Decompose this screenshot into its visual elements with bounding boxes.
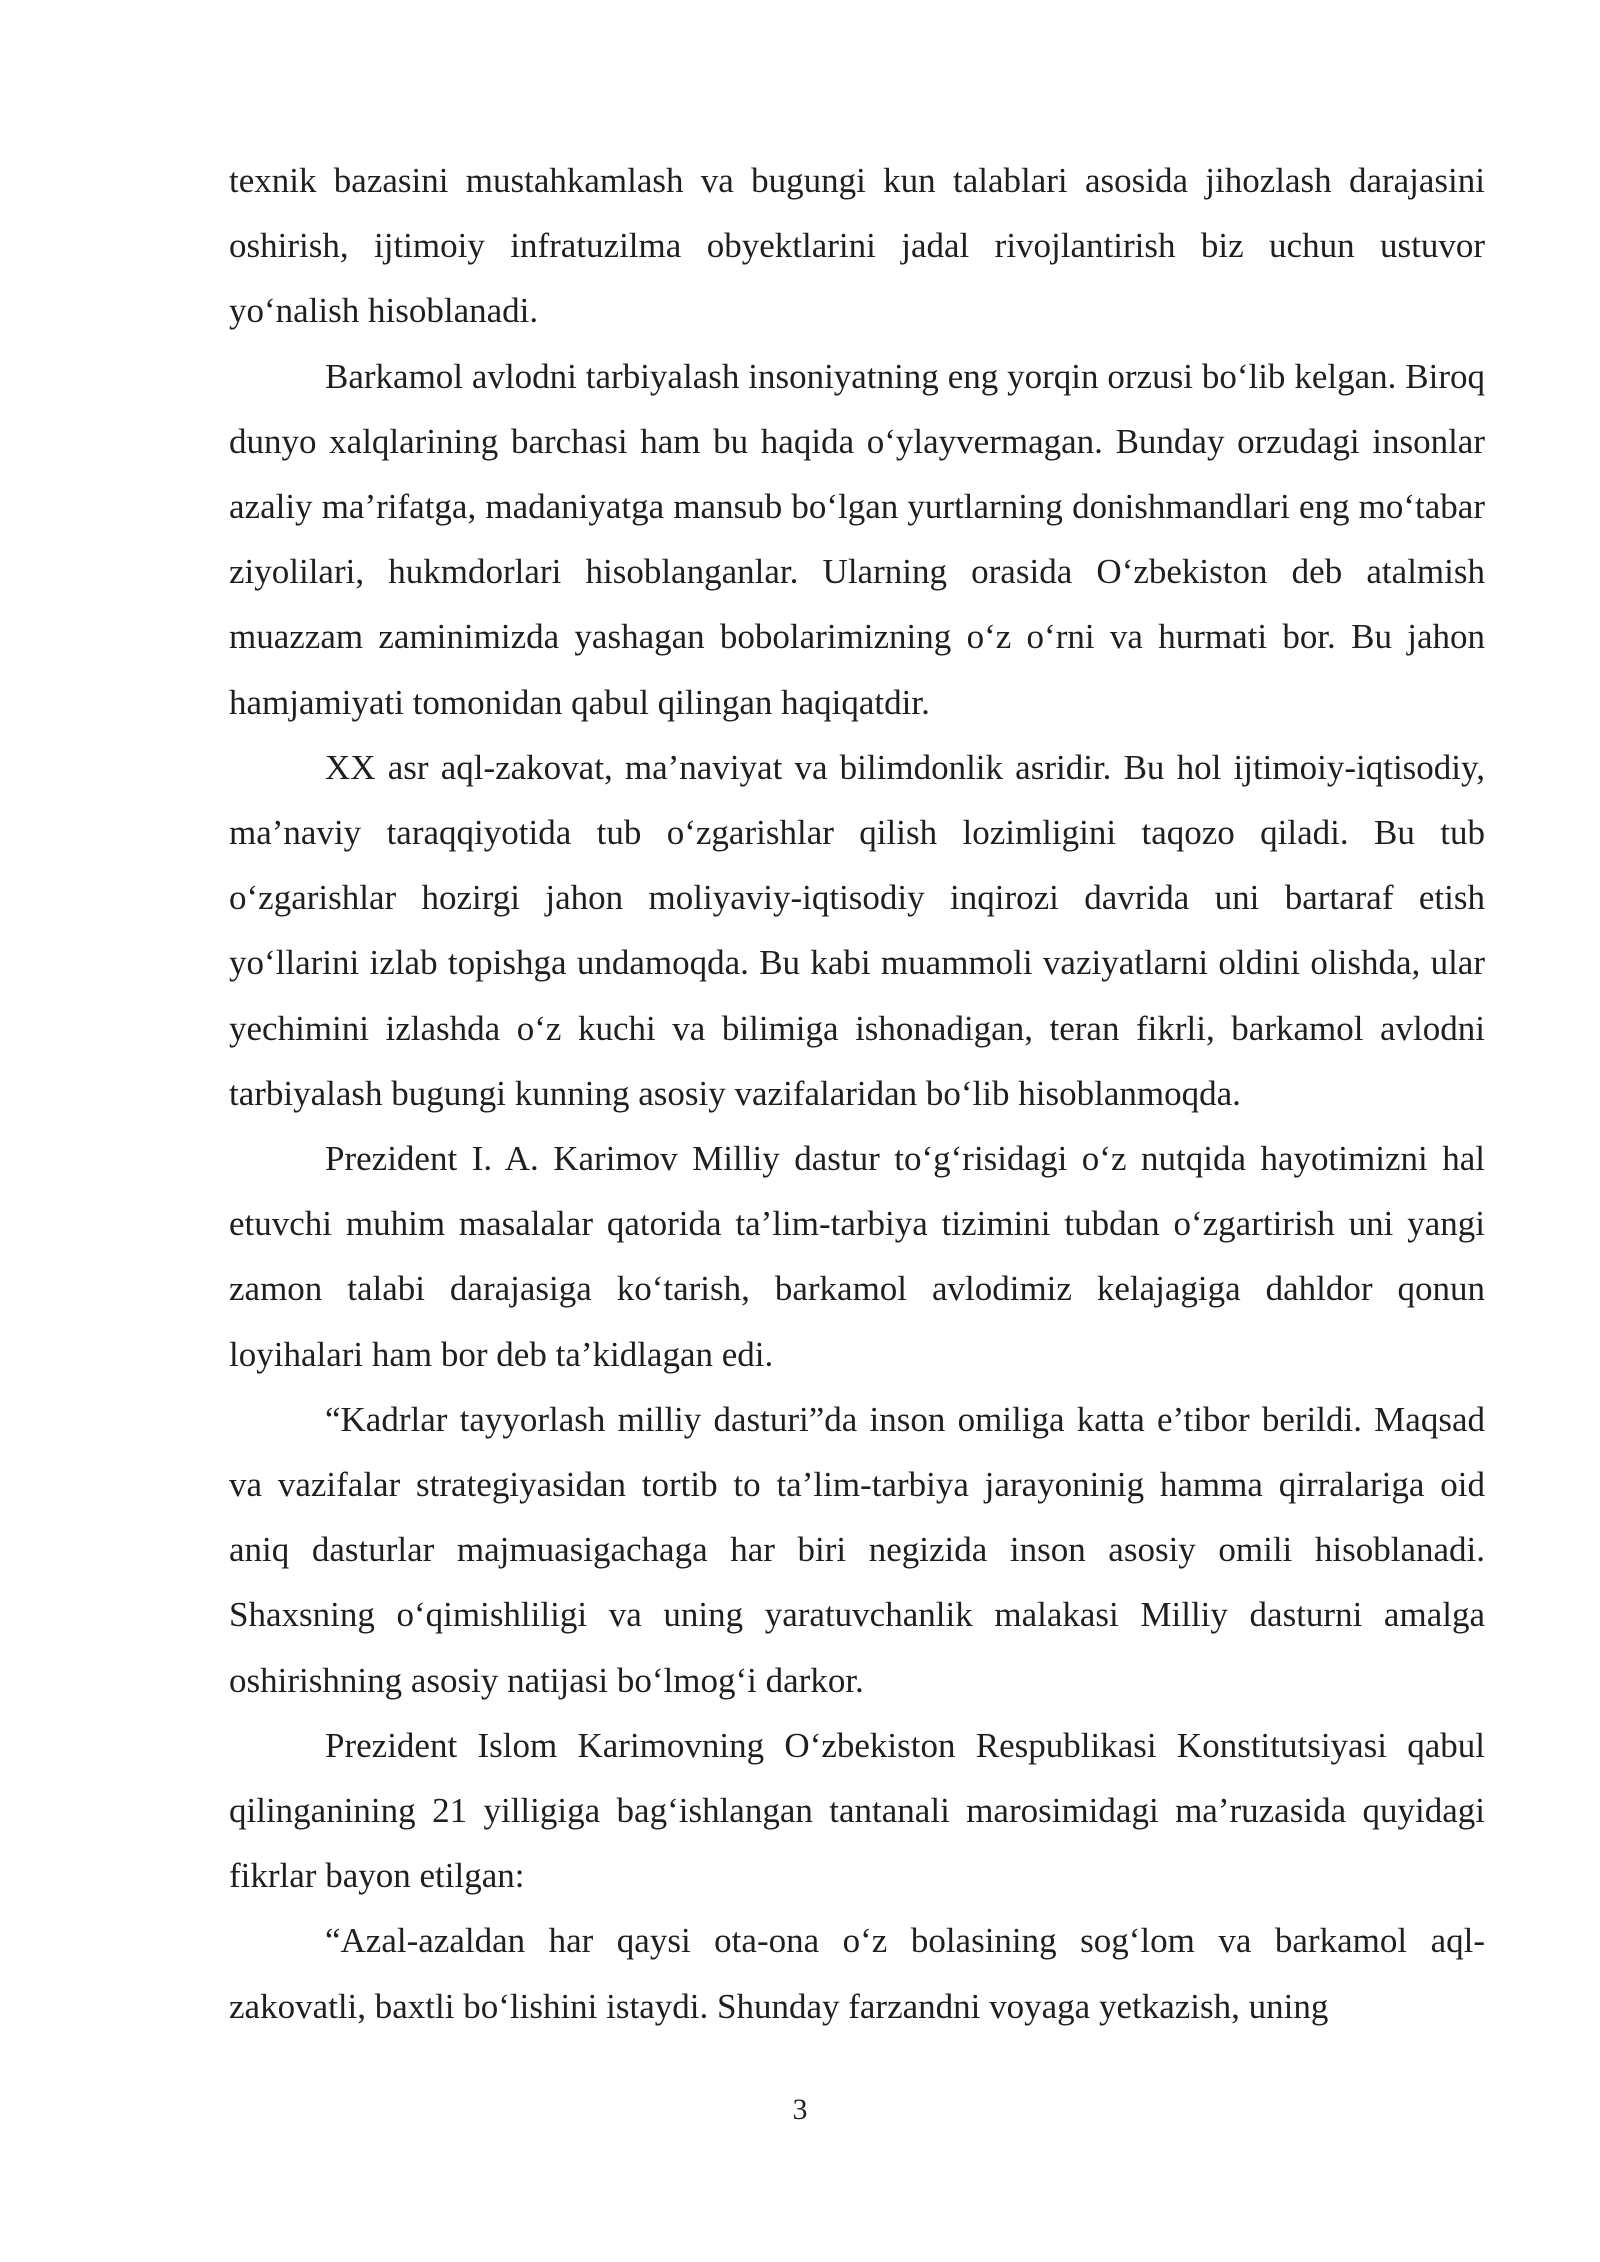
paragraph-continuation: texnik bazasini mustahkamlash va bugungi kun talablari asosida jihozlash darajasini oshirish, ijtimoiy infratuzilma obyektlarini jadal rivojlantirish biz uchun ustuvor yo‘nalish hisoblanadi.: [229, 161, 1485, 331]
page-number: 3: [792, 2093, 808, 2126]
paragraph-quote-start: “Azal-azaldan har qaysi ota-ona o‘z bolasining sog‘lom va barkamol aql-zakovatli, baxtli bo‘lishini istaydi. Shunday farzandni voyaga yetkazish, uning: [229, 1921, 1485, 2026]
paragraph-kadrlar-tayyorlash: “Kadrlar tayyorlash milliy dasturi”da inson omiliga katta e’tibor berildi. Maqsad va vazifalar strategiyasidan tortib to ta’lim-tarbiya jarayoninig hamma qirralariga oid aniq dasturlar majmuasigachaga har biri negizida inson asosiy omili hisoblanadi. Shaxsning o‘qimishliligi va uning yaratuvchanlik malakasi Milliy dasturni amalga oshirishning asosiy natijasi bo‘lmog‘i darkor.: [229, 1399, 1485, 1700]
paragraph-barkamol-avlod: Barkamol avlodni tarbiyalash insoniyatning eng yorqin orzusi bo‘lib kelgan. Biroq dunyo xalqlarining barchasi ham bu haqida o‘ylayvermagan. Bunday orzudagi insonlar azaliy ma’rifatga, madaniyatga mansub bo‘lgan yurtlarning donishmandlari eng mo‘tabar ziyolilari, hukmdorlari hisoblanganlar. Ularning orasida O‘zbekiston deb atalmish muazzam zaminimizda yashagan bobolarimizning o‘z o‘rni va hurmati bor. Bu jahon hamjamiyati tomonidan qabul qilingan haqiqatdir.: [229, 356, 1485, 722]
paragraph-konstitutsiya: Prezident Islom Karimovning O‘zbekiston Respublikasi Konstitutsiyasi qabul qilinganining 21 yilligiga bag‘ishlangan tantanali marosimidagi ma’ruzasida quyidagi fikrlar bayon etilgan:: [229, 1725, 1485, 1896]
paragraph-prezident-milliy-dastur: Prezident I. A. Karimov Milliy dastur to‘g‘risidagi o‘z nutqida hayotimizni hal etuvchi muhim masalalar qatorida ta’lim-tarbiya tizimini tubdan o‘zgartirish uni yangi zamon talabi darajasiga ko‘tarish, barkamol avlodimiz kelajagiga dahldor qonun loyihalari ham bor deb ta’kidlagan edi.: [229, 1139, 1485, 1374]
paragraph-xx-asr: XX asr aql-zakovat, ma’naviyat va bilimdonlik asridir. Bu hol ijtimoiy-iqtisodiy, ma’naviy taraqqiyotida tub o‘zgarishlar qilish lozimligini taqozo qiladi. Bu tub o‘zgarishlar hozirgi jahon moliyaviy-iqtisodiy inqirozi davrida uni bartaraf etish yo‘llarini izlab topishga undamoqda. Bu kabi muammoli vaziyatlarni oldini olishda, ular yechimini izlashda o‘z kuchi va bilimiga ishonadigan, teran fikrli, barkamol avlodni tarbiyalash bugungi kunning asosiy vazifalaridan bo‘lib hisoblanmoqda.: [229, 747, 1485, 1113]
body-text: [229, 148, 1485, 2039]
